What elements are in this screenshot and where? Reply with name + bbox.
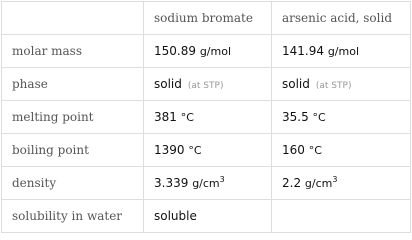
cell-arsenic-acid-molar-mass bbox=[272, 35, 411, 68]
cell-sodium-bromate-boiling-point bbox=[144, 134, 272, 167]
value: 35.5 bbox=[282, 110, 309, 124]
cell-sodium-bromate-phase bbox=[144, 68, 272, 101]
cell-arsenic-acid-phase bbox=[272, 68, 411, 101]
unit-base: g/cm bbox=[304, 177, 333, 190]
cell-arsenic-acid-melting-point bbox=[272, 101, 411, 134]
stp-note: (at STP) bbox=[187, 81, 224, 91]
header-sodium-bromate: sodium bromate bbox=[144, 2, 272, 35]
value: solid bbox=[282, 77, 310, 91]
table-row-solubility bbox=[2, 200, 411, 233]
row-label-molar-mass: molar mass bbox=[2, 35, 144, 68]
value: 160 bbox=[282, 143, 305, 157]
unit-exponent: 3 bbox=[219, 175, 225, 184]
row-label-solubility: solubility in water bbox=[2, 200, 144, 233]
table-row-density bbox=[2, 167, 411, 200]
cell-sodium-bromate-melting-point bbox=[144, 101, 272, 134]
unit: °C bbox=[180, 111, 194, 124]
unit bbox=[192, 177, 225, 190]
cell-arsenic-acid-density bbox=[272, 167, 411, 200]
header-empty-cell bbox=[2, 2, 144, 35]
value: 1390 bbox=[154, 143, 185, 157]
cell-sodium-bromate-molar-mass bbox=[144, 35, 272, 68]
row-label-melting-point: melting point bbox=[2, 101, 144, 134]
unit bbox=[305, 177, 338, 190]
row-label-phase: phase bbox=[2, 68, 144, 101]
table-row-molar-mass bbox=[2, 35, 411, 68]
unit: °C bbox=[308, 144, 322, 157]
unit-base: g/cm bbox=[192, 177, 220, 190]
header-arsenic-acid: arsenic acid, solid bbox=[272, 2, 411, 35]
value: 2.2 bbox=[282, 176, 302, 190]
stp-note: (at STP) bbox=[315, 81, 352, 91]
value: solid bbox=[154, 77, 182, 91]
value: 141.94 bbox=[282, 44, 324, 58]
table-row-phase bbox=[2, 68, 411, 101]
unit: g/mol bbox=[199, 45, 232, 58]
value: 3.339 bbox=[154, 176, 189, 190]
unit-exponent: 3 bbox=[332, 175, 338, 184]
unit: °C bbox=[188, 144, 202, 157]
header-row bbox=[2, 2, 411, 35]
row-label-density: density bbox=[2, 167, 144, 200]
properties-table bbox=[1, 1, 411, 233]
value: 150.89 bbox=[154, 44, 196, 58]
cell-sodium-bromate-solubility: soluble bbox=[144, 200, 272, 233]
table-row-melting-point bbox=[2, 101, 411, 134]
unit: °C bbox=[312, 111, 326, 124]
value: 381 bbox=[154, 110, 177, 124]
row-label-boiling-point: boiling point bbox=[2, 134, 144, 167]
unit: g/mol bbox=[327, 45, 360, 58]
cell-arsenic-acid-solubility bbox=[272, 200, 411, 233]
table-row-boiling-point bbox=[2, 134, 411, 167]
cell-sodium-bromate-density bbox=[144, 167, 272, 200]
cell-arsenic-acid-boiling-point bbox=[272, 134, 411, 167]
